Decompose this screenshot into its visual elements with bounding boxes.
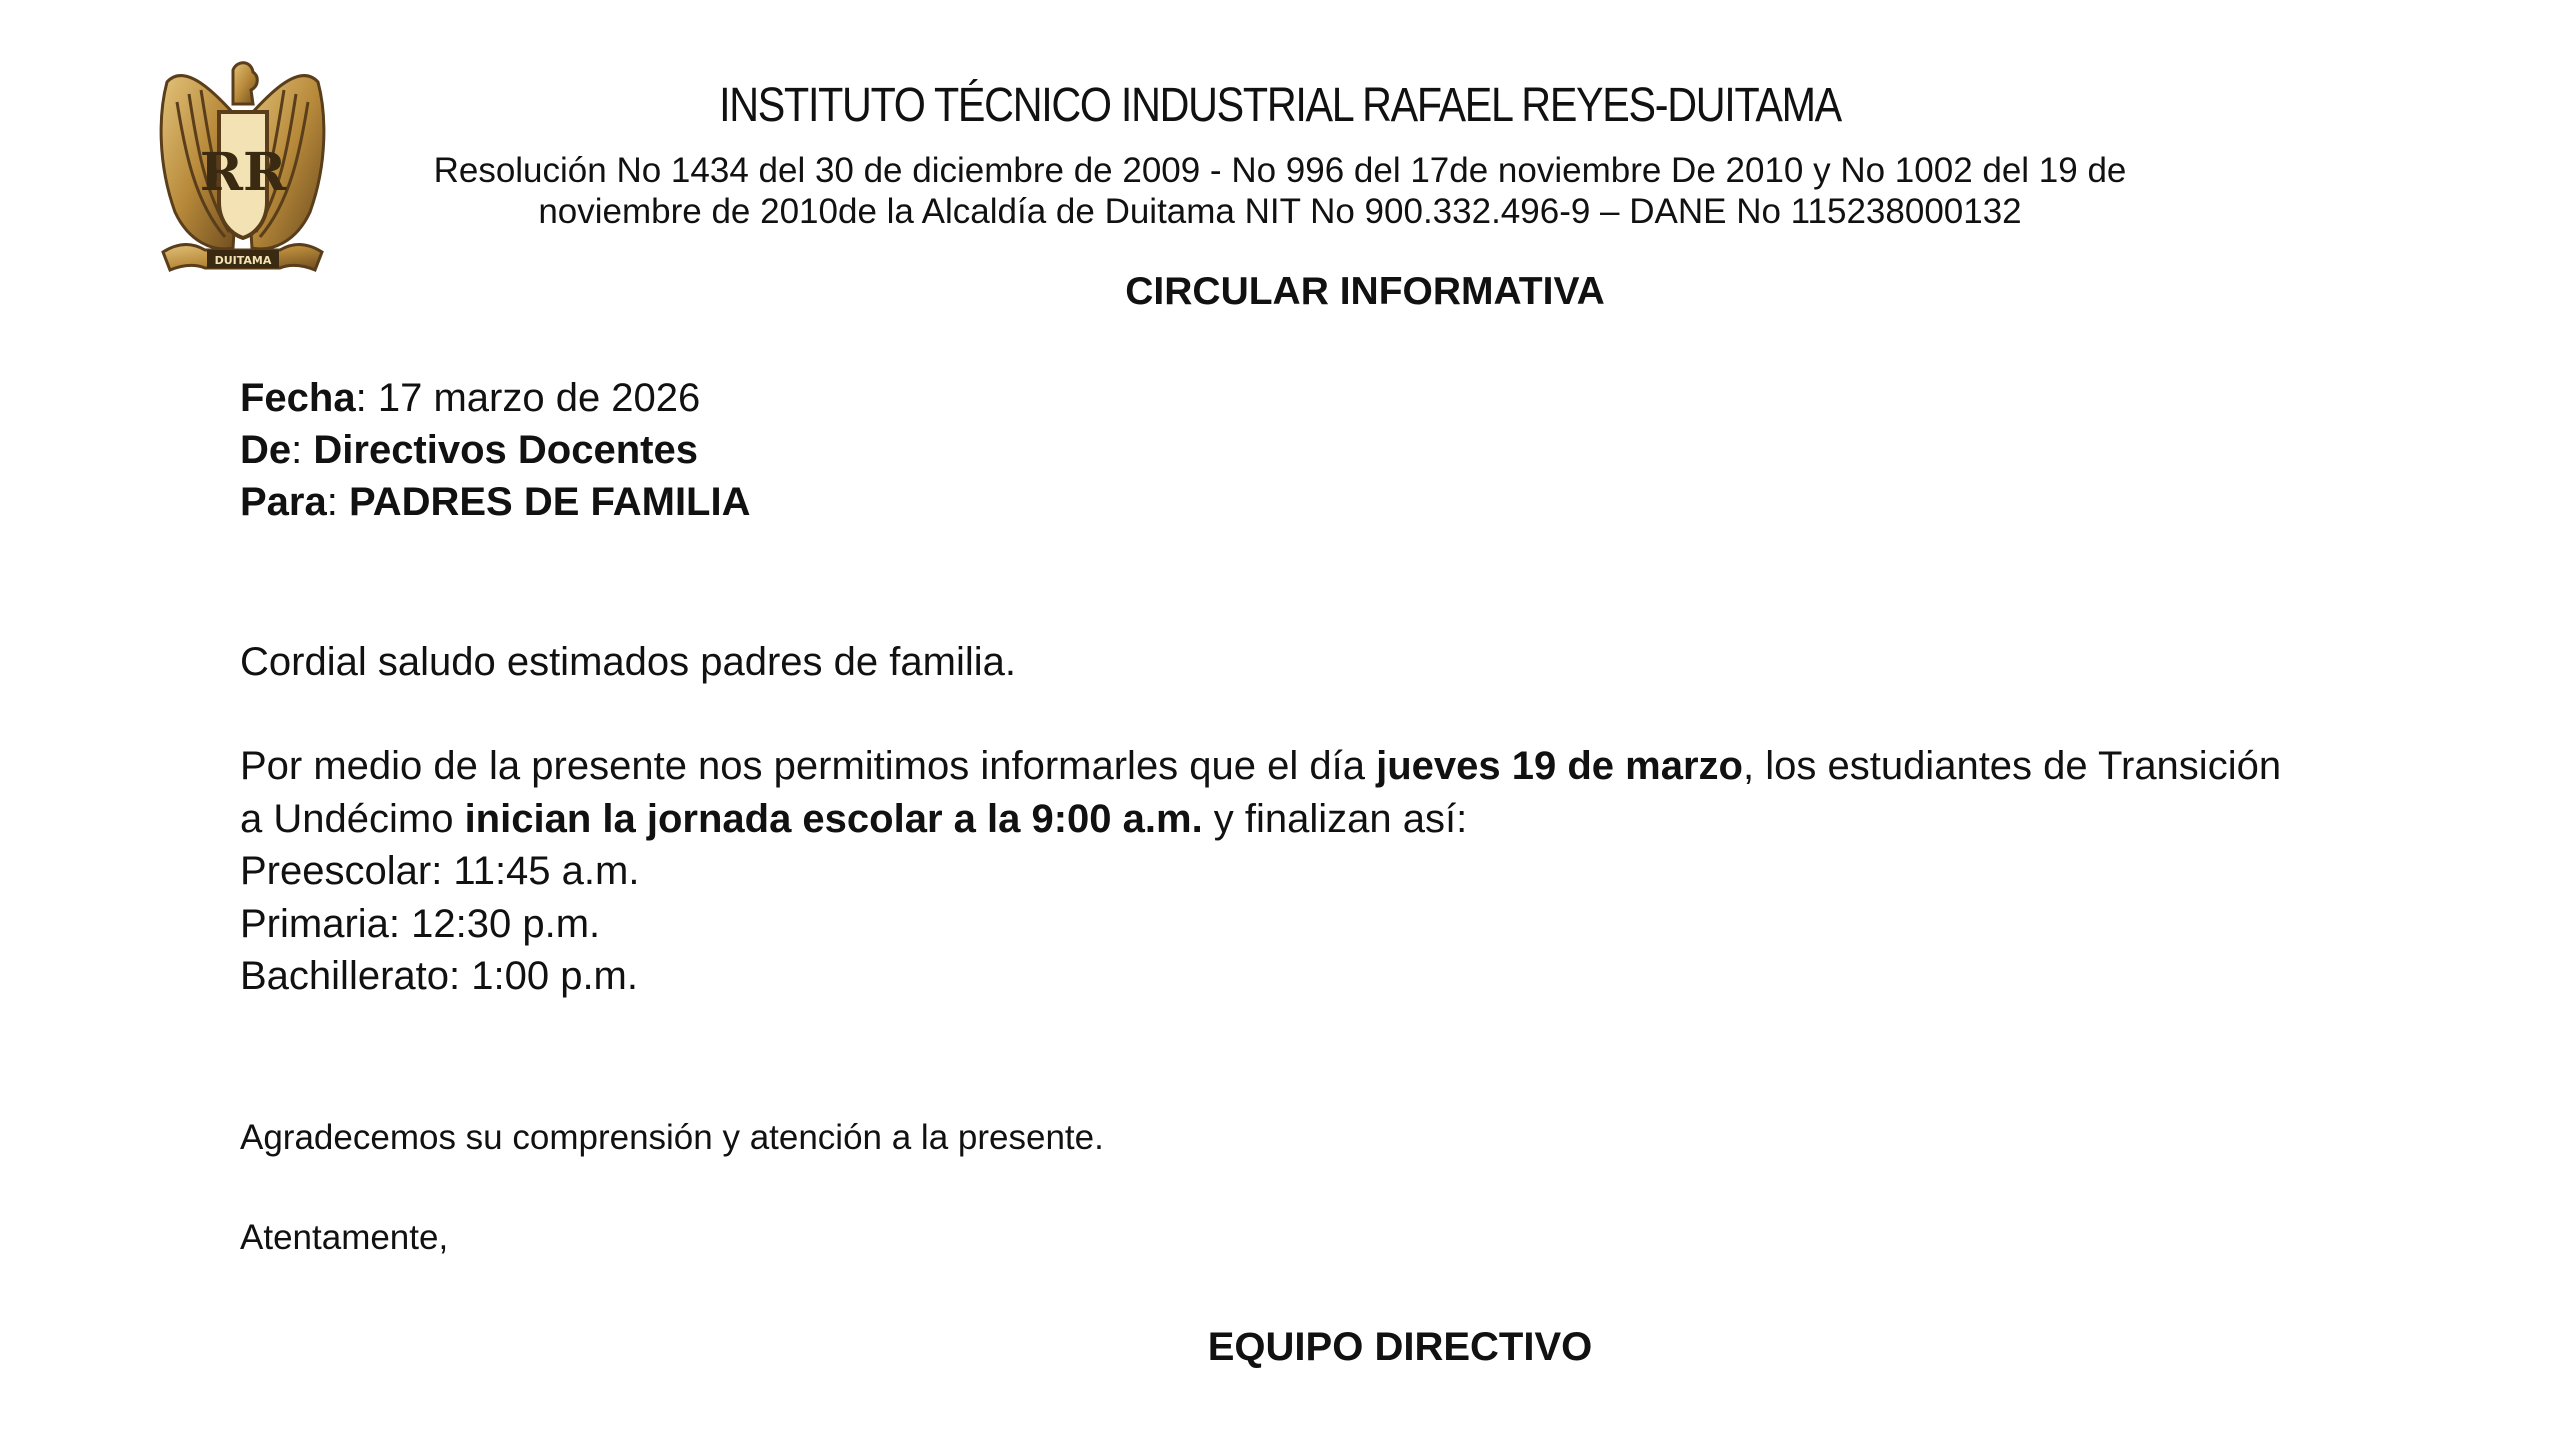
document-title: CIRCULAR INFORMATIVA [1125, 270, 1605, 313]
resolution-info [0, 150, 2560, 232]
to-label: Para [240, 480, 327, 524]
body-line-1 [240, 740, 2370, 793]
to-value: PADRES DE FAMILIA [348, 480, 751, 524]
body-part-2: , los estudiantes de Transición [1742, 744, 2282, 788]
meta-date-row [240, 372, 751, 424]
from-separator: : [291, 428, 314, 472]
resolution-line-2: noviembre de 2010de la Alcaldía de Duitama NIT No 900.332.496-9 – DANE No 115238000132 [538, 192, 2022, 231]
body-part-4: y finalizan así: [1202, 796, 1468, 841]
thanks-text: Agradecemos su comprensión y atención a la presente. [240, 1118, 1104, 1157]
meta-block [240, 372, 751, 528]
schedule-preescolar: Preescolar: 11:45 a.m. [240, 849, 640, 893]
body-bold-start-time: inician la jornada escolar a la 9:00 a.m. [464, 796, 1203, 841]
body-part-1: Por medio de la presente nos permitimos informarles que el día [240, 744, 1377, 788]
from-value: Directivos Docentes [313, 428, 698, 472]
body-part-3: a Undécimo [240, 796, 465, 841]
body-line-2 [240, 793, 2370, 846]
resolution-line-1: Resolución No 1434 del 30 de diciembre de 2009 - No 996 del 17de noviembre De 2010 y No 1002 del 19 de [433, 151, 2127, 190]
schedule-bachillerato: Bachillerato: 1:00 p.m. [240, 954, 638, 998]
date-label: Fecha [240, 376, 356, 420]
meta-from-row [240, 424, 751, 476]
svg-text:DUITAMA: DUITAMA [214, 254, 272, 267]
meta-to-row [240, 476, 751, 528]
from-label: De [240, 428, 292, 472]
signature: EQUIPO DIRECTIVO [1207, 1325, 1593, 1369]
greeting: Cordial saludo estimados padres de familia. [240, 640, 1016, 684]
date-value: 17 marzo de 2026 [377, 376, 701, 420]
body-bold-date: jueves 19 de marzo [1376, 744, 1743, 788]
institution-name: INSTITUTO TÉCNICO INDUSTRIAL RAFAEL REYES-DUITAMA [719, 79, 1841, 132]
schedule-primaria: Primaria: 12:30 p.m. [240, 901, 601, 946]
svg-text:RR: RR [199, 142, 287, 203]
body-paragraph [240, 740, 2370, 1003]
closing-text: Atentamente, [240, 1218, 449, 1257]
to-separator: : [326, 480, 349, 524]
date-separator: : [355, 376, 378, 420]
